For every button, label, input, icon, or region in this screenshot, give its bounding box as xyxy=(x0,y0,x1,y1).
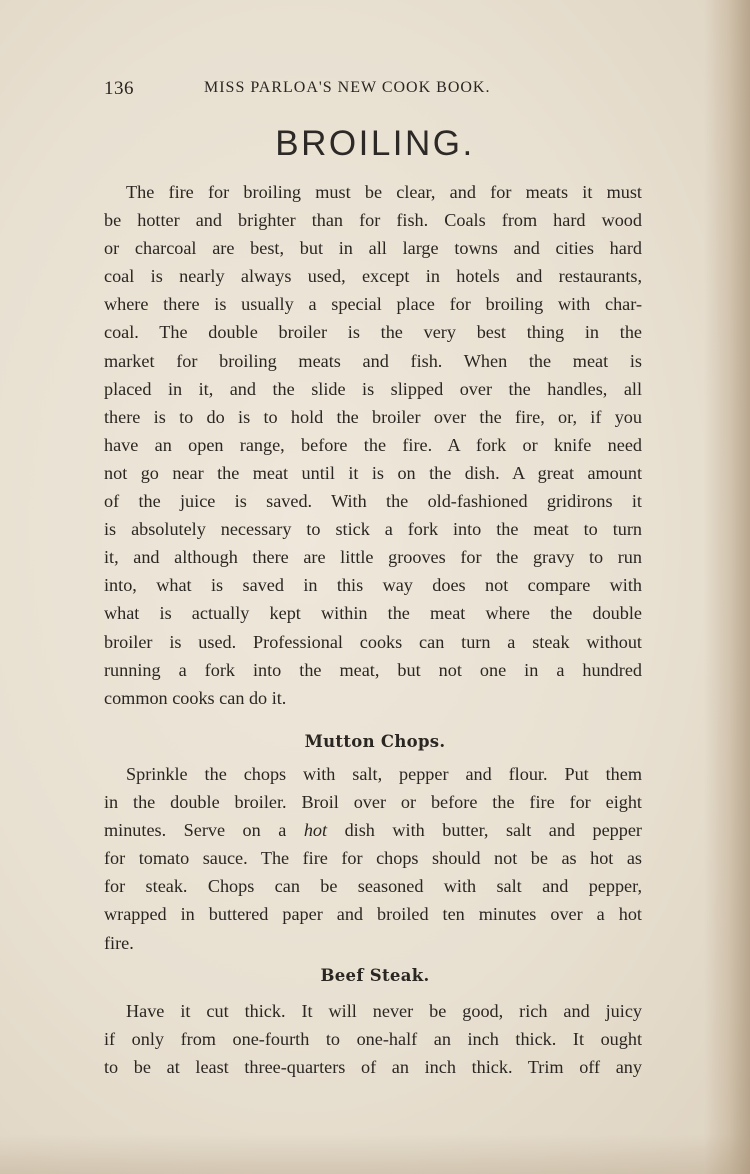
paragraph-line: if only from one-fourth to one-half an inch thick. It ought xyxy=(104,1029,642,1050)
line-segment: dish with butter, salt and pepper xyxy=(327,820,642,841)
paragraph-line: into, what is saved in this way does not compare with xyxy=(104,575,642,596)
emphasized-word: hot xyxy=(303,820,328,841)
mutton-chops-heading: Mutton Chops. xyxy=(304,732,446,751)
paragraph-line: in the double broiler. Broil over or before the fire for eight xyxy=(104,792,642,813)
paragraph-line: coal. The double broiler is the very best thing in the xyxy=(104,322,642,343)
paragraph-line: not go near the meat until it is on the dish. A great amount xyxy=(104,462,642,483)
intro-paragraph xyxy=(104,178,642,712)
paragraph-line: there is to do is to hold the broiler over the fire, or, if you xyxy=(104,406,642,427)
paragraph-line: what is actually kept within the meat where the double xyxy=(104,603,642,624)
paragraph-line: for steak. Chops can be seasoned with salt and pepper, xyxy=(104,876,642,897)
paragraph-line: wrapped in buttered paper and broiled ten minutes over a hot xyxy=(104,904,642,925)
paragraph-line: running a fork into the meat, but not one in a hundred xyxy=(104,659,642,680)
page-number: 136 xyxy=(104,78,134,99)
paragraph-line: be hotter and brighter than for fish. Coals from hard wood xyxy=(104,210,642,231)
paragraph-line: market for broiling meats and fish. When the meat is xyxy=(104,350,642,371)
chapter-title: BROILING. xyxy=(275,124,475,163)
paragraph-line: or charcoal are best, but in all large towns and cities hard xyxy=(104,238,642,259)
paragraph-line: broiler is used. Professional cooks can turn a steak without xyxy=(104,631,642,652)
paragraph-line: for tomato sauce. The fire for chops should not be as hot as xyxy=(104,848,642,869)
paragraph-line: coal is nearly always used, except in hotels and restaurants, xyxy=(104,266,642,287)
paragraph-line: fire. xyxy=(104,932,134,953)
paragraph-line: The fire for broiling must be clear, and for meats it must xyxy=(126,182,642,202)
paragraph-line: where there is usually a special place for broiling with char- xyxy=(104,294,642,315)
mutton-chops-paragraph xyxy=(104,760,642,957)
line-segment: minutes. Serve on a xyxy=(104,820,304,841)
paragraph-line: have an open range, before the fire. A fork or knife need xyxy=(104,434,642,455)
beef-steak-heading: Beef Steak. xyxy=(320,966,430,985)
paragraph-line: placed in it, and the slide is slipped over the handles, all xyxy=(104,378,642,399)
paragraph-line: common cooks can do it. xyxy=(104,687,287,708)
paragraph-line: of the juice is saved. With the old-fashioned gridirons it xyxy=(104,491,642,512)
paragraph-line: Sprinkle the chops with salt, pepper and flour. Put them xyxy=(126,764,642,784)
paragraph-line: to be at least three-quarters of an inch thick. Trim off any xyxy=(104,1057,642,1078)
paragraph-line: it, and although there are little grooves for the gravy to run xyxy=(104,547,642,568)
page-edge-shadow xyxy=(704,0,750,1174)
paragraph-line xyxy=(104,816,642,844)
page-header xyxy=(104,78,644,104)
paragraph-line: Have it cut thick. It will never be good, rich and juicy xyxy=(126,1001,642,1021)
running-head: MISS PARLOA'S NEW COOK BOOK. xyxy=(204,79,491,96)
paragraph-line: is absolutely necessary to stick a fork into the meat to turn xyxy=(104,519,642,540)
page-bottom-shadow xyxy=(0,1134,750,1174)
beef-steak-paragraph xyxy=(104,997,642,1081)
